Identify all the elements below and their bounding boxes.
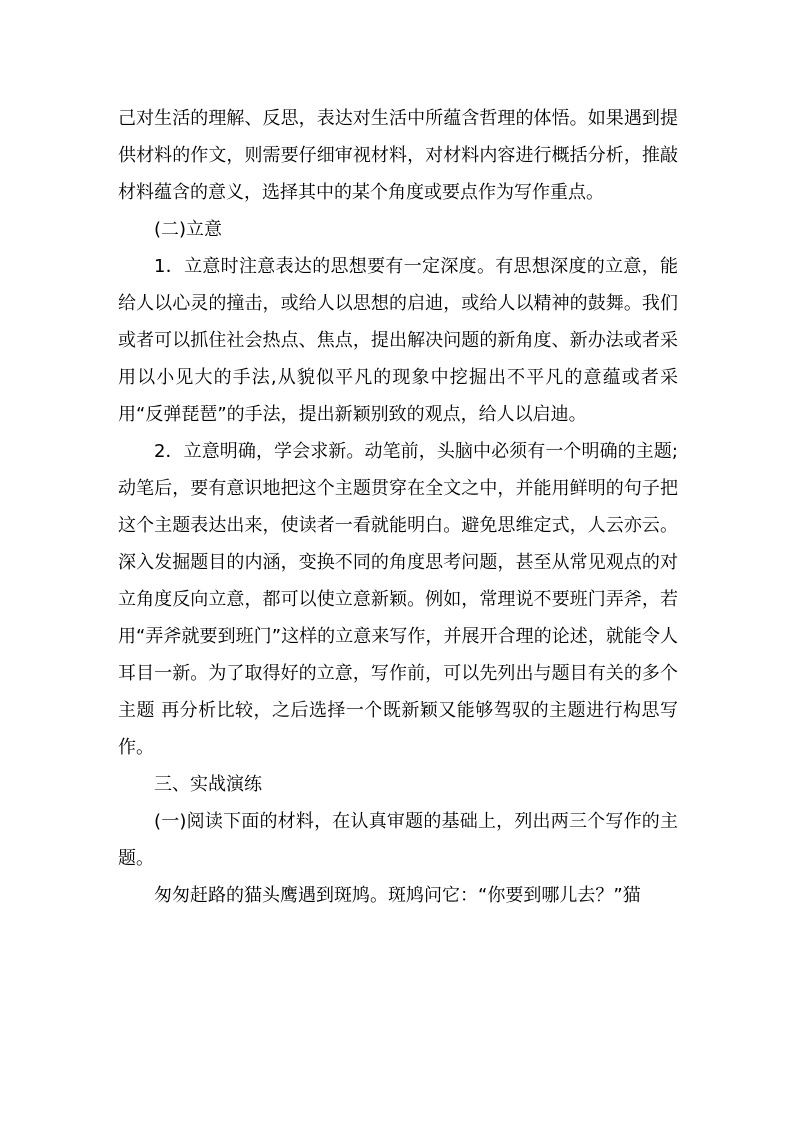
- section-heading-shizhan: 三、实战演练: [154, 774, 262, 795]
- paragraph-point-2: 2．立意明确，学会求新。动笔前，头脑中必须有一个明确的主题; 动笔后，要有意识地把这个主题贯穿在全文之中，并能用鲜明的句子把这个主题表达出来，使读者一看就能明白。避免思维定式，人云亦云。深入发掘题目的内涵，变换不同的角度思考问题，甚至从常见观点的对立角度反向立意，都可以使立意新颖。例如，常理说不要班门弄斧，若用“弄斧就要到班门”这样的立意来写作，并展开合理的论述，就能令人耳目一新。为了取得好的立意，写作前，可以先列出与题目有关的多个主题 再分析比较，之后选择一个既新颖又能够驾驭的主题进行构思写作。: [118, 441, 678, 758]
- section-heading-liyi: (二)立意: [154, 219, 223, 240]
- paragraph-intro-continued: 己对生活的理解、反思，表达对生活中所蕴含哲理的体悟。如果遇到提供材料的作文，则需要仔细审视材料，对材料内容进行概括分析，推敲材料蕴含的意义，选择其中的某个角度或要点作为写作重点。: [118, 108, 678, 203]
- paragraph-story: 匆匆赶路的猫头鹰遇到斑鸠。斑鸠问它：“你要到哪儿去？”猫: [154, 885, 641, 906]
- paragraph-exercise-1: (一)阅读下面的材料，在认真审题的基础上，列出两三个写作的主题。: [118, 811, 678, 869]
- paragraph-point-1: 1．立意时注意表达的思想要有一定深度。有思想深度的立意，能给人以心灵的撞击，或给人以思想的启迪，或给人以精神的鼓舞。我们或者可以抓住社会热点、焦点，提出解决问题的新角度、新办法或者采用以小见大的手法,从貌似平凡的现象中挖掘出不平凡的意蕴或者采用“反弹琵琶”的手法，提出新颖别致的观点，给人以启迪。: [118, 256, 678, 425]
- document-body: [118, 100, 678, 914]
